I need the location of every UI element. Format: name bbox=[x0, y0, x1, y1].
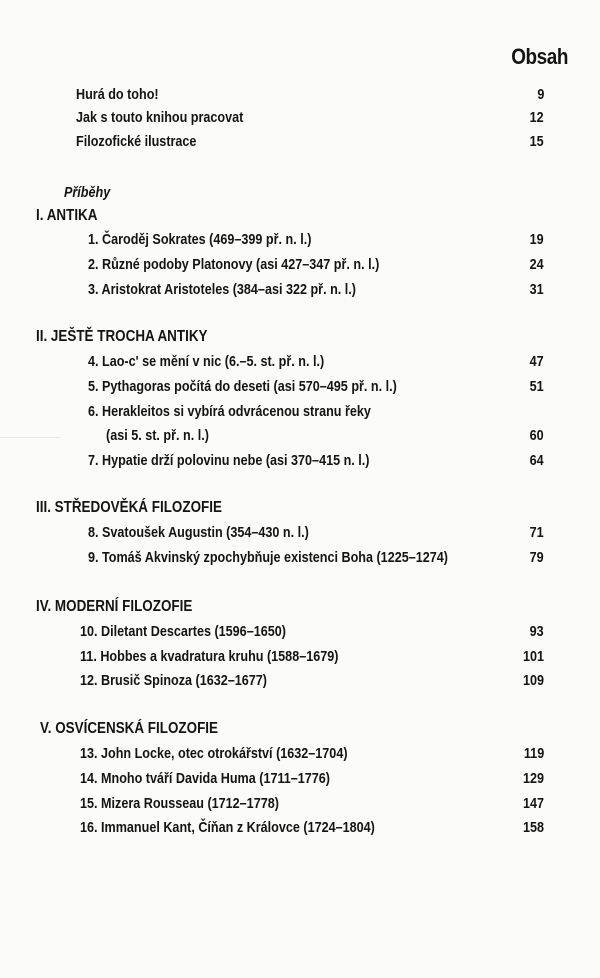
toc-entry bbox=[0, 648, 600, 670]
toc-entry bbox=[0, 524, 600, 546]
part-heading-text: IV. MODERNÍ FILOZOFIE bbox=[36, 598, 193, 615]
toc-entry-page: 109 bbox=[522, 672, 544, 689]
toc-entry-title: 8. Svatoušek Augustin (354–430 n. l.) bbox=[88, 524, 309, 541]
toc-entry bbox=[0, 403, 600, 425]
toc-entry bbox=[0, 770, 600, 792]
toc-entry-title: Hurá do toho! bbox=[76, 86, 159, 103]
toc-entry-page: 101 bbox=[522, 648, 544, 665]
toc-entry-continuation bbox=[0, 427, 600, 449]
toc-entry-title: (asi 5. st. př. n. l.) bbox=[106, 427, 209, 444]
part-heading-text: II. JEŠTĚ TROCHA ANTIKY bbox=[36, 328, 208, 345]
part-heading bbox=[0, 720, 600, 742]
toc-entry-page: 93 bbox=[529, 623, 544, 640]
toc-entry-title: 3. Aristokrat Aristoteles (384–asi 322 př. n. l.) bbox=[88, 281, 356, 298]
toc-entry bbox=[0, 819, 600, 841]
toc-entry-title: 11. Hobbes a kvadratura kruhu (1588–1679) bbox=[80, 648, 339, 665]
toc-entry-page: 79 bbox=[529, 549, 544, 566]
toc-entry-page: 147 bbox=[522, 795, 544, 812]
toc-entry-title: 13. John Locke, otec otrokářství (1632–1704) bbox=[80, 745, 348, 762]
toc-entry bbox=[0, 378, 600, 400]
toc-entry-page: 119 bbox=[523, 745, 544, 762]
part-heading-text: V. OSVÍCENSKÁ FILOZOFIE bbox=[40, 720, 218, 737]
toc-entry-title: 12. Brusič Spinoza (1632–1677) bbox=[80, 672, 268, 689]
toc-entry-page: 64 bbox=[529, 452, 544, 469]
toc-entry-page: 129 bbox=[522, 770, 544, 787]
toc-entry bbox=[0, 452, 600, 474]
part-heading-text: III. STŘEDOVĚKÁ FILOZOFIE bbox=[36, 499, 222, 516]
toc-entry bbox=[0, 795, 600, 817]
toc-entry-title: 10. Diletant Descartes (1596–1650) bbox=[80, 623, 286, 640]
toc-entry bbox=[0, 281, 600, 303]
toc-entry-title: 5. Pythagoras počítá do deseti (asi 570–495 př. n. l.) bbox=[88, 378, 397, 395]
toc-entry-title: 15. Mizera Rousseau (1712–1778) bbox=[80, 795, 279, 812]
toc-entry-page: 31 bbox=[529, 281, 544, 298]
toc-entry-page: 60 bbox=[529, 427, 544, 444]
toc-entry-title: 14. Mnoho tváří Davida Huma (1711–1776) bbox=[80, 770, 331, 787]
section-label-text: Příběhy bbox=[64, 184, 111, 201]
toc-entry-title: Filozofické ilustrace bbox=[76, 133, 197, 150]
toc-entry-title: Jak s touto knihou pracovat bbox=[76, 109, 244, 126]
toc-entry bbox=[0, 256, 600, 278]
toc-entry-title: 2. Různé podoby Platonovy (asi 427–347 př. n. l.) bbox=[88, 256, 380, 273]
part-heading-text: I. ANTIKA bbox=[36, 207, 98, 224]
toc-entry-page: 15 bbox=[529, 133, 544, 150]
toc-entry bbox=[0, 133, 600, 155]
toc-entry-page: 158 bbox=[522, 819, 544, 836]
part-heading bbox=[0, 207, 600, 229]
part-heading bbox=[0, 598, 600, 620]
part-heading bbox=[0, 499, 600, 521]
toc-entry bbox=[0, 86, 600, 108]
toc-entry bbox=[0, 109, 600, 131]
toc-entry-page: 24 bbox=[529, 256, 544, 273]
toc-entry-page: 9 bbox=[536, 86, 544, 103]
toc-entry bbox=[0, 231, 600, 253]
toc-entry-page: 71 bbox=[529, 524, 544, 541]
toc-entry-title: 7. Hypatie drží polovinu nebe (asi 370–415 n. l.) bbox=[88, 452, 370, 469]
toc-entry bbox=[0, 672, 600, 694]
toc-entry-title: 16. Immanuel Kant, Číňan z Královce (1724–1804) bbox=[80, 819, 375, 836]
part-heading bbox=[0, 328, 600, 350]
toc-entry-title: 9. Tomáš Akvinský zpochybňuje existenci Boha (1225–1274) bbox=[88, 549, 448, 566]
toc-entry-title: 4. Lao-c' se mění v nic (6.–5. st. př. n. l.) bbox=[88, 353, 325, 370]
toc-entry-page: 51 bbox=[529, 378, 544, 395]
toc-entry-page: 47 bbox=[529, 353, 544, 370]
toc-entry bbox=[0, 745, 600, 767]
toc-entry-title: 6. Herakleitos si vybírá odvrácenou stranu řeky bbox=[88, 403, 371, 420]
toc-entry-page: 12 bbox=[529, 109, 544, 126]
toc-entry bbox=[0, 549, 600, 571]
section-label bbox=[0, 184, 600, 206]
toc-entry bbox=[0, 623, 600, 645]
toc-entry-title: 1. Čaroděj Sokrates (469–399 př. n. l.) bbox=[88, 231, 312, 248]
toc-entry-page: 19 bbox=[529, 231, 544, 248]
toc-entry bbox=[0, 353, 600, 375]
page-title: Obsah bbox=[511, 44, 568, 69]
